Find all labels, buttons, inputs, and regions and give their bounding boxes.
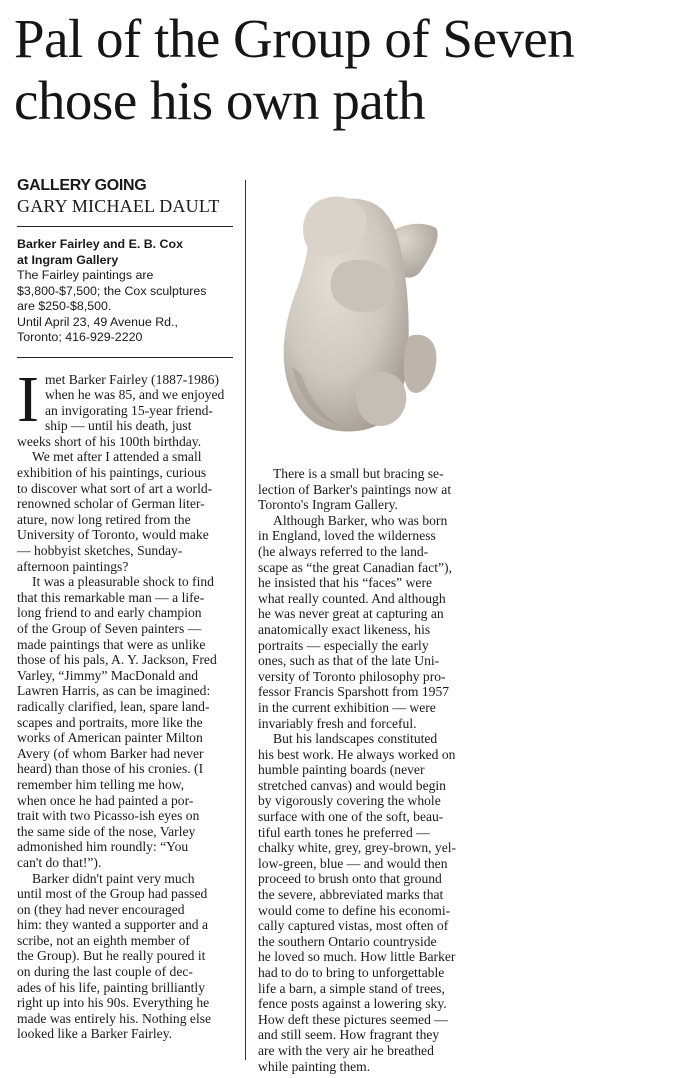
text-line: and still seem. How fragrant they: [258, 1027, 440, 1043]
text-line: weeks short of his 100th birthday.: [17, 433, 202, 449]
text-line: fence posts against a lowering sky.: [258, 996, 447, 1012]
text-line: ship — until his death, just: [44, 418, 192, 434]
text-line: in the current exhibition — were: [258, 699, 436, 715]
text-line: by vigorously covering the whole: [258, 793, 441, 809]
text-line: stretched canvas) and would begin: [258, 777, 446, 793]
text-line: he loved so much. How little Barker: [258, 949, 456, 965]
drop-cap: I: [17, 362, 39, 436]
bear-sculpture-icon: [270, 186, 450, 446]
text-line: There is a small but bracing se-: [273, 466, 444, 481]
column-kicker: GALLERY GOING: [17, 177, 147, 194]
article-body-left: [17, 362, 235, 1043]
info-line: $3,800-$7,500; the Cox sculptures: [17, 283, 207, 298]
text-line: How deft these pictures seemed —: [258, 1011, 448, 1027]
text-line: Lawren Harris, as can be imagined:: [17, 683, 211, 699]
headline-line-2: chose his own path: [14, 70, 426, 131]
article-body-right: [258, 466, 688, 1074]
info-line: The Fairley paintings are: [17, 268, 154, 282]
text-line: heard) than those of his cronies. (I: [17, 761, 204, 777]
text-line: ones, such as that of the late Uni-: [258, 653, 440, 669]
text-line: the severe, abbreviated marks that: [258, 887, 444, 903]
info-line: Toronto; 416-929-2220: [17, 330, 143, 344]
text-line: scape as “the great Canadian fact”),: [258, 559, 452, 575]
text-line: Varley, “Jimmy” MacDonald and: [17, 667, 199, 683]
text-line: works of American painter Milton: [17, 730, 203, 746]
text-line: — hobbyist sketches, Sunday-: [17, 543, 183, 559]
text-line: ature, now long retired from the: [17, 511, 191, 527]
text-line: lection of Barker's paintings now at: [258, 481, 452, 497]
text-line: chalky white, grey, grey-brown, yel-: [258, 840, 457, 856]
text-line: low-green, blue — and would then: [258, 855, 448, 871]
text-line: anatomically exact likeness, his: [258, 621, 431, 637]
text-line: met Barker Fairley (1887-1986): [44, 371, 220, 387]
text-line: invariably fresh and forceful.: [258, 715, 417, 731]
text-line: afternoon paintings?: [17, 558, 129, 574]
text-line: Toronto's Ingram Gallery.: [258, 497, 398, 513]
left-column: [17, 176, 235, 1042]
paragraph-5: [258, 466, 688, 513]
exhibition-info-box: [17, 227, 235, 357]
text-line: looked like a Barker Fairley.: [17, 1026, 173, 1042]
paragraph-6: [258, 513, 688, 731]
text-line: (he always referred to the land-: [258, 543, 429, 559]
text-line: until most of the Group had passed: [17, 886, 208, 902]
text-line: of the Group of Seven painters —: [17, 621, 202, 636]
text-line: made paintings that were as unlike: [17, 636, 206, 652]
text-line: proceed to brush onto that ground: [258, 871, 442, 887]
info-title-line-2: at Ingram Gallery: [17, 252, 119, 267]
text-line: Barker didn't paint very much: [32, 870, 195, 886]
text-line: admonished him roundly: “You: [17, 839, 189, 855]
text-line: right up into his 90s. Everything he: [17, 995, 210, 1011]
text-line: trait with two Picasso-ish eyes on: [17, 808, 200, 824]
text-line: radically clarified, lean, spare land-: [17, 698, 210, 714]
text-line: life a barn, a simple stand of trees,: [258, 980, 445, 996]
info-title-line-1: Barker Fairley and E. B. Cox: [17, 237, 183, 251]
text-line: University of Toronto, would make: [17, 527, 209, 543]
text-line: Although Barker, who was born: [273, 512, 448, 528]
paragraph-4: [17, 871, 235, 1043]
text-line: would come to define his economi-: [258, 902, 451, 918]
text-line: renowned scholar of German liter-: [17, 496, 205, 512]
text-line: those of his pals, A. Y. Jackson, Fred: [17, 652, 217, 668]
text-line: he insisted that his “faces” were: [258, 575, 433, 591]
text-line: ades of his life, painting brilliantly: [17, 979, 206, 995]
text-line: scapes and portraits, more like the: [17, 714, 203, 730]
text-line: We met after I attended a small: [32, 449, 202, 465]
paragraph-3: [17, 574, 235, 870]
text-line: tiful earth tones he preferred —: [258, 824, 430, 840]
text-line: Avery (of whom Barker had never: [17, 745, 204, 761]
paragraph-2: [17, 449, 235, 574]
text-line: to discover what sort of art a world-: [17, 480, 213, 496]
headline-line-1: Pal of the Group of Seven: [14, 8, 575, 69]
text-line: when he was 85, and we enjoyed: [44, 387, 225, 403]
text-line: while painting them.: [258, 1058, 371, 1074]
text-line: in England, loved the wilderness: [258, 528, 436, 544]
byline: GARY MICHAEL DAULT: [17, 196, 220, 216]
text-line: what really counted. And although: [258, 590, 446, 606]
text-line: an invigorating 15-year friend-: [44, 402, 213, 418]
divider-bottom: [17, 357, 233, 358]
headline: [14, 8, 686, 132]
text-line: cally captured vistas, most often of: [258, 918, 449, 934]
text-line: exhibition of his paintings, curious: [17, 465, 207, 481]
text-line: But his landscapes constituted: [273, 731, 438, 747]
info-line: Until April 23, 49 Avenue Rd.,: [17, 314, 178, 329]
text-line: long friend to and early champion: [17, 605, 202, 621]
text-line: portraits — especially the early: [258, 637, 429, 653]
text-line: the southern Ontario countryside: [258, 933, 437, 949]
paragraph-7: [258, 731, 688, 1074]
text-line: are with the very air he breathed: [258, 1042, 434, 1058]
text-line: the Group). But he really poured it: [17, 948, 206, 964]
text-line: surface with one of the soft, beau-: [258, 809, 444, 825]
info-line: are $250-$8,500.: [17, 299, 112, 313]
text-line: on (they had never encouraged: [17, 901, 185, 917]
text-line: versity of Toronto philosophy pro-: [258, 668, 446, 684]
column-divider: [245, 180, 246, 1060]
text-line: remember him telling me how,: [17, 776, 185, 792]
text-line: fessor Francis Sparshott from 1957: [258, 684, 450, 700]
text-line: scribe, not an eighth member of: [17, 932, 190, 948]
text-line: on during the last couple of dec-: [17, 964, 193, 980]
text-line: the same side of the nose, Varley: [17, 823, 196, 839]
text-line: he was never great at capturing an: [258, 606, 444, 622]
text-line: his best work. He always worked on: [258, 746, 456, 762]
text-line: had to do to bring to unforgettable: [258, 965, 445, 980]
text-line: that this remarkable man — a life-: [17, 589, 205, 605]
text-line: It was a pleasurable shock to find: [32, 574, 214, 590]
text-line: made was entirely his. Nothing else: [17, 1010, 212, 1026]
text-line: him: they wanted a supporter and a: [17, 917, 209, 933]
text-line: humble painting boards (never: [258, 762, 425, 778]
text-line: when once he had painted a por-: [17, 792, 194, 808]
text-line: can't do that!”).: [17, 854, 102, 870]
paragraph-1: [17, 362, 235, 450]
